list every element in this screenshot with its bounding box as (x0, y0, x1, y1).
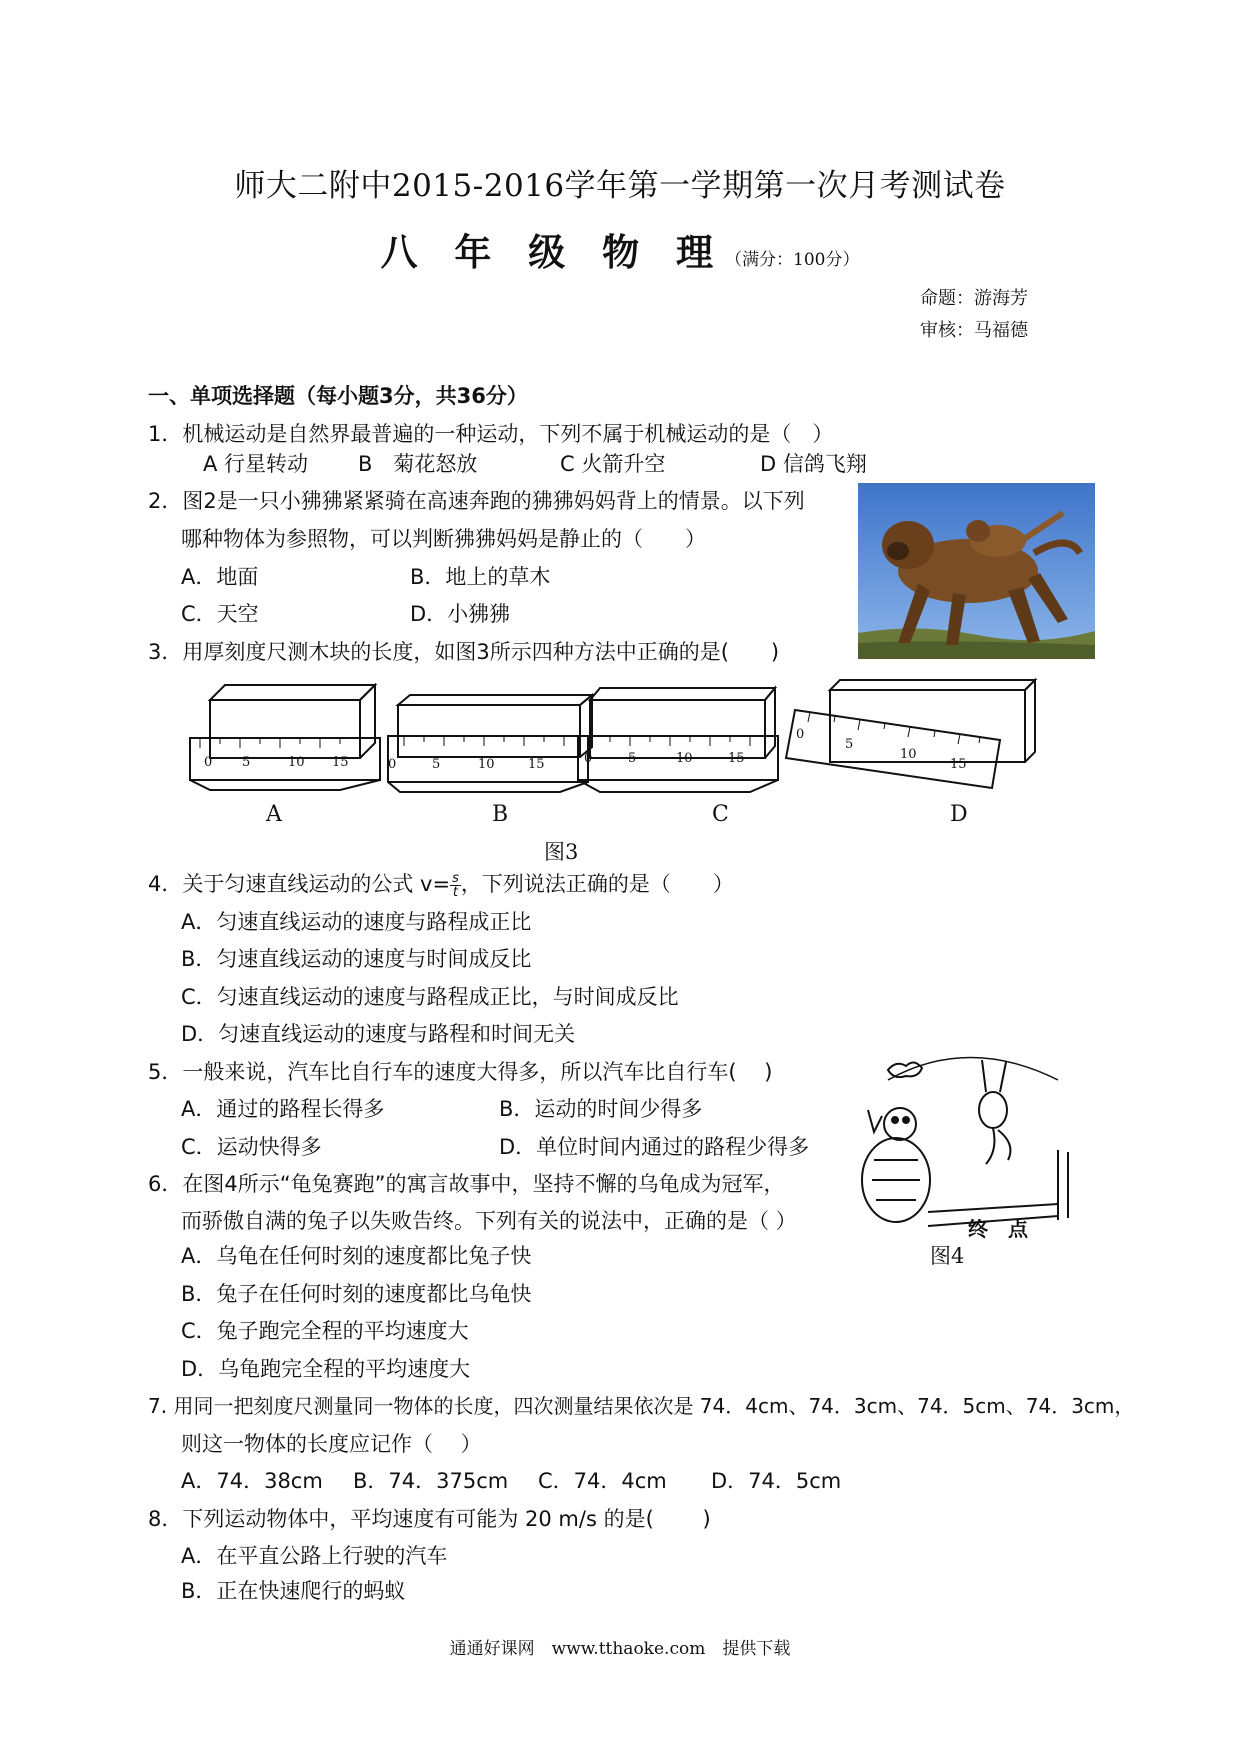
q4-option-b: B．匀速直线运动的速度与时间成反比 (181, 947, 532, 971)
q7-stem-line1: 7. 用同一把刻度尺测量同一物体的长度，四次测量结果依次是 74．4cm、74．3cm、74．5cm、74．3cm， (148, 1394, 1135, 1418)
q6-option-c: C．兔子跑完全程的平均速度大 (181, 1319, 469, 1343)
figure-3-ruler-methods (180, 670, 1060, 830)
finish-line-text: 终 点 (968, 1217, 1028, 1240)
ruler-a-tick-0: 0 (204, 755, 213, 770)
ruler-d-tick-15: 15 (950, 757, 967, 772)
figure-3-label-b: B (492, 802, 509, 827)
figure-3-label-a: A (266, 802, 282, 827)
ruler-b-tick-15: 15 (528, 757, 545, 772)
subject-title (0, 222, 1240, 276)
figure-4-caption: 图4 (930, 1244, 965, 1268)
fraction-denominator: t (452, 884, 458, 900)
q5-option-c: C．运动快得多 (181, 1135, 322, 1159)
ruler-a-tick-5: 5 (242, 755, 251, 770)
q1-option-c: C 火箭升空 (560, 452, 666, 476)
score-note: （满分：100分） (725, 250, 860, 270)
q7-option-a: A．74．38cm (181, 1469, 323, 1493)
q4-stem-pre: 4．关于匀速直线运动的公式 v= (148, 872, 451, 896)
subject-name: 八 年 级 物 理 (380, 230, 726, 274)
q5-option-b: B．运动的时间少得多 (499, 1097, 703, 1121)
author-line: 命题：游海芳 (920, 288, 1028, 309)
q2-stem-line1: 2．图2是一只小狒狒紧紧骑在高速奔跑的狒狒妈妈背上的情景。以下列 (148, 489, 805, 513)
q3-stem: 3．用厚刻度尺测木块的长度，如图3所示四种方法中正确的是( ) (148, 640, 780, 664)
q1-option-b: B 菊花怒放 (358, 452, 478, 476)
q5-option-a: A．通过的路程长得多 (181, 1097, 385, 1121)
ruler-a-tick-15: 15 (332, 755, 349, 770)
q6-option-a: A．乌龟在任何时刻的速度都比兔子快 (181, 1244, 532, 1268)
q5-stem: 5．一般来说，汽车比自行车的速度大得多，所以汽车比自行车( ) (148, 1060, 773, 1084)
q4-option-a: A．匀速直线运动的速度与路程成正比 (181, 910, 532, 934)
q7-option-d: D．74．5cm (711, 1469, 842, 1493)
q4-option-c: C．匀速直线运动的速度与路程成正比，与时间成反比 (181, 985, 679, 1009)
q2-stem-line2: 哪种物体为参照物，可以判断狒狒妈妈是静止的（ ） (181, 527, 706, 551)
baboon-photo (858, 483, 1095, 659)
q4-stem (148, 868, 734, 899)
q2-option-b: B．地上的草木 (410, 565, 551, 589)
q1-option-a: A 行星转动 (203, 452, 309, 476)
q8-option-b: B．正在快速爬行的蚂蚁 (181, 1579, 406, 1603)
ruler-d-tick-5: 5 (845, 737, 854, 752)
tortoise-hare-illustration (848, 1040, 1088, 1240)
ruler-c-tick-10: 10 (676, 751, 693, 766)
q7-option-c: C．74．4cm (538, 1469, 667, 1493)
exam-title: 师大二附中2015-2016学年第一学期第一次月考测试卷 (234, 168, 1006, 204)
q7-stem-line2: 则这一物体的长度应记作（ ） (181, 1432, 482, 1456)
figure-3-label-d: D (950, 802, 968, 827)
ruler-b-tick-10: 10 (478, 757, 495, 772)
reviewer-line: 审核：马福德 (920, 320, 1028, 341)
q6-option-b: B．兔子在任何时刻的速度都比乌龟快 (181, 1282, 532, 1306)
section-heading: 一、单项选择题（每小题3分，共36分） (148, 384, 528, 408)
q1-option-d: D 信鸽飞翔 (760, 452, 867, 476)
ruler-b-tick-5: 5 (432, 757, 441, 772)
q1-stem: 1．机械运动是自然界最普遍的一种运动，下列不属于机械运动的是（ ） (148, 422, 834, 446)
q5-option-d: D．单位时间内通过的路程少得多 (499, 1135, 810, 1159)
q8-stem: 8．下列运动物体中，平均速度有可能为 20 m/s 的是( ) (148, 1507, 711, 1531)
ruler-c-tick-5: 5 (628, 751, 637, 766)
q4-option-d: D．匀速直线运动的速度与路程和时间无关 (181, 1022, 576, 1046)
ruler-d-tick-0: 0 (796, 727, 805, 742)
ruler-d-tick-10: 10 (900, 747, 917, 762)
q6-option-d: D．乌龟跑完全程的平均速度大 (181, 1357, 471, 1381)
ruler-a-tick-10: 10 (288, 755, 305, 770)
figure-3-label-c: C (712, 802, 729, 827)
q6-stem-line2: 而骄傲自满的兔子以失败告终。下列有关的说法中，正确的是（ ） (181, 1209, 797, 1233)
q2-option-a: A．地面 (181, 565, 259, 589)
fraction-numerator: s (452, 870, 459, 886)
ruler-b-tick-0: 0 (388, 757, 397, 772)
q4-stem-post: ，下列说法正确的是（ ） (460, 872, 734, 896)
ruler-c-tick-15: 15 (728, 751, 745, 766)
footer-source: 通通好课网 www.tthaoke.com 提供下载 (449, 1639, 791, 1659)
q2-option-d: D．小狒狒 (410, 602, 511, 626)
q2-option-c: C．天空 (181, 602, 259, 626)
ruler-c-tick-0: 0 (584, 751, 593, 766)
figure-3-caption: 图3 (544, 840, 579, 864)
q8-option-a: A．在平直公路上行驶的汽车 (181, 1544, 448, 1568)
q7-option-b: B．74．375cm (353, 1469, 509, 1493)
q6-stem-line1: 6．在图4所示“龟兔赛跑”的寓言故事中，坚持不懈的乌龟成为冠军， (148, 1172, 785, 1196)
speed-formula-fraction (450, 872, 461, 899)
